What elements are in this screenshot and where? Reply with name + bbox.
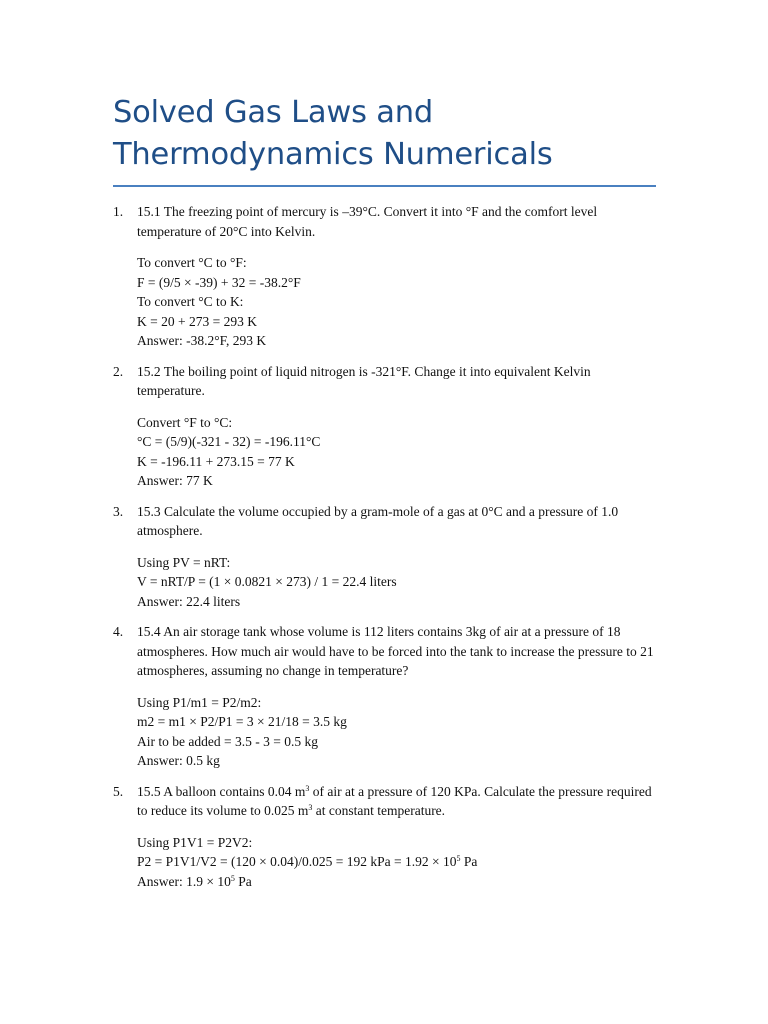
- problem-solution: [137, 553, 656, 612]
- document-page: [113, 92, 656, 902]
- problem-list: [113, 202, 656, 891]
- question-text: of air at a pressure of 120 KPa. Calculate the pressure required to reduce its volume to 0.025 m: [137, 783, 652, 818]
- problem-item-2: [113, 362, 656, 491]
- problem-item-3: [113, 502, 656, 612]
- problem-question: 15.3 Calculate the volume occupied by a gram-mole of a gas at 0°C and a pressure of 1.0 atmosphere.: [137, 503, 619, 538]
- superscript: 5: [456, 854, 461, 863]
- problem-number: 1.: [113, 204, 124, 219]
- solution-line: [137, 852, 656, 872]
- problem-solution: [137, 693, 656, 771]
- problem-number: 4.: [113, 624, 124, 639]
- solution-line: Using PV = nRT:: [137, 554, 231, 570]
- solution-line: To convert °C to K:: [137, 294, 244, 309]
- solution-line: Air to be added = 3.5 - 3 = 0.5 kg: [137, 733, 318, 749]
- answer-text: Answer: 1.9 × 10: [137, 873, 231, 889]
- solution-text: P2 = P1V1/V2 = (120 × 0.04)/0.025 = 192 kPa = 1.92 × 10: [137, 854, 457, 869]
- solution-line: Convert °F to °C:: [137, 414, 233, 430]
- answer-text: Pa: [234, 873, 252, 889]
- problem-question: 15.4 An air storage tank whose volume is 112 liters contains 3kg of air at a pressure of 18 atmospheres. How much air would have to be forced into the tank to increase the pressure to 21 atmospheres, assuming no change in temperature?: [137, 624, 654, 678]
- solution-answer: [137, 872, 656, 892]
- problem-question: 15.1 The freezing point of mercury is –39°C. Convert it into °F and the comfort level temperature of 20°C into Kelvin.: [137, 204, 598, 239]
- problem-number: 2.: [113, 363, 124, 379]
- solution-line: To convert °C to °F:: [137, 255, 247, 270]
- solution-line: °C = (5/9)(-321 - 32) = -196.11°C: [137, 434, 321, 449]
- superscript: 3: [308, 803, 313, 812]
- solution-line: Using P1/m1 = P2/m2:: [137, 694, 262, 710]
- solution-line: Using P1V1 = P2V2:: [137, 834, 253, 850]
- solution-line: F = (9/5 × -39) + 32 = -38.2°F: [137, 274, 301, 290]
- superscript: 3: [305, 783, 310, 793]
- solution-answer: Answer: 22.4 liters: [137, 593, 241, 609]
- problem-solution: [137, 833, 656, 892]
- problem-question: 15.2 The boiling point of liquid nitrogen is -321°F. Change it into equivalent Kelvin temperature.: [137, 363, 591, 398]
- solution-line: K = -196.11 + 273.15 = 77 K: [137, 453, 295, 469]
- title-divider: [113, 185, 656, 187]
- problem-solution: [137, 413, 656, 491]
- problem-item-5: [113, 782, 656, 892]
- problem-solution: [137, 253, 656, 351]
- question-text: 15.5 A balloon contains 0.04 m: [137, 783, 306, 799]
- solution-line: V = nRT/P = (1 × 0.0821 × 273) / 1 = 22.4 liters: [137, 574, 397, 589]
- solution-text: Pa: [460, 854, 478, 869]
- problem-number: 5.: [113, 783, 124, 799]
- question-text: at constant temperature.: [312, 803, 446, 818]
- page-title: Solved Gas Laws and Thermodynamics Numericals: [113, 95, 553, 172]
- solution-answer: Answer: 77 K: [137, 473, 213, 488]
- problem-item-4: [113, 622, 656, 771]
- solution-line: m2 = m1 × P2/P1 = 3 × 21/18 = 3.5 kg: [137, 714, 347, 729]
- solution-answer: Answer: -38.2°F, 293 K: [137, 333, 267, 348]
- problem-number: 3.: [113, 503, 124, 519]
- problem-item-1: [113, 202, 656, 351]
- superscript: 5: [230, 873, 235, 883]
- solution-answer: Answer: 0.5 kg: [137, 753, 220, 768]
- problem-question: [137, 782, 656, 821]
- solution-line: K = 20 + 273 = 293 K: [137, 313, 257, 329]
